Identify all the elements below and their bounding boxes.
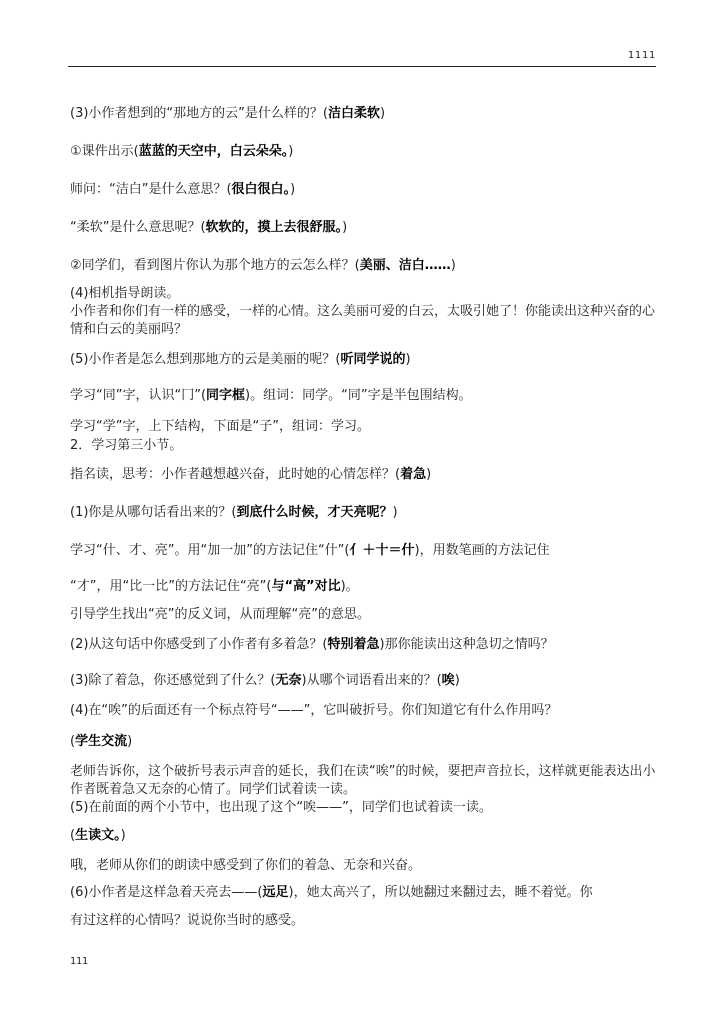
text-line: “才”，用“比一比”的方法记住“亮”(与“高”对比)。 <box>70 579 359 594</box>
footer-page-number: 111 <box>70 956 89 967</box>
text-line: (生读文。) <box>70 828 126 843</box>
text-line: 学习“学”字，上下结构，下面是“子”，组词：学习。 <box>70 419 370 434</box>
text-line: 师问：“洁白”是什么意思？(很白很白。) <box>70 182 296 197</box>
text-line: (6)小作者是这样急着天亮去——(远足)，她太高兴了，所以她翻过来翻过去，睡不着觉。你 <box>70 885 593 900</box>
text-line: (1)你是从哪句话看出来的？(到底什么时候，才天亮呢？) <box>70 505 398 520</box>
text-line: 有过这样的心情吗？说说你当时的感受。 <box>70 913 305 928</box>
text-paragraph: 老师告诉你，这个破折号表示声音的延长，我们在读“唉”的时候，要把声音拉长，这样就更能表达出小作者既着急又无奈的心情了。同学们试着读一读。 <box>70 764 656 797</box>
text-line: ①课件出示(蓝蓝的天空中，白云朵朵。) <box>70 144 294 159</box>
text-line: (3)小作者想到的“那地方的云”是什么样的？(洁白柔软) <box>70 106 386 121</box>
text-line: ②同学们，看到图片你认为那个地方的云怎么样？(美丽、洁白……) <box>70 258 456 273</box>
text-line: (4)在“唉”的后面还有一个标点符号“——”，它叫破折号。你们知道它有什么作用吗？ <box>70 703 558 718</box>
text-line: “柔软”是什么意思呢？(软软的，摸上去很舒服。) <box>70 220 348 235</box>
text-line: 学习“同”字，认识“冂”(同字框)。组词：同学。“同”字是半包围结构。 <box>70 388 472 403</box>
text-paragraph: 小作者和你们有一样的感受，一样的心情。这么美丽可爱的白云，太吸引她了！你能读出这种兴奋的心情和白云的美丽吗？ <box>70 304 656 337</box>
header-page-number: 1111 <box>627 50 656 61</box>
text-line: (5)在前面的两个小节中，也出现了这个“唉——”，同学们也试着读一读。 <box>70 800 492 815</box>
text-line: 学习“什、才、亮”。用“加一加”的方法记住“什”(亻＋十＝什)，用数笔画的方法记住 <box>70 543 550 558</box>
text-line: (2)从这句话中你感受到了小作者有多着急？(特别着急)那你能读出这种急切之情吗？ <box>70 637 554 652</box>
text-line: 指名读，思考：小作者越想越兴奋，此时她的心情怎样？(着急) <box>70 467 432 482</box>
text-line: (5)小作者是怎么想到那地方的云是美丽的呢？(听同学说的) <box>70 352 411 367</box>
text-line: 哦，老师从你们的朗读中感受到了你们的着急、无奈和兴奋。 <box>70 858 422 873</box>
text-line: 引导学生找出“亮”的反义词，从而理解“亮”的意思。 <box>70 607 370 622</box>
text-line: (3)除了着急，你还感觉到了什么？(无奈)从哪个词语看出来的？(唉) <box>70 673 460 688</box>
text-line: 2．学习第三小节。 <box>70 438 183 453</box>
text-line: (学生交流) <box>70 734 133 749</box>
text-line: (4)相机指导朗读。 <box>70 286 180 301</box>
header-rule <box>68 66 656 67</box>
